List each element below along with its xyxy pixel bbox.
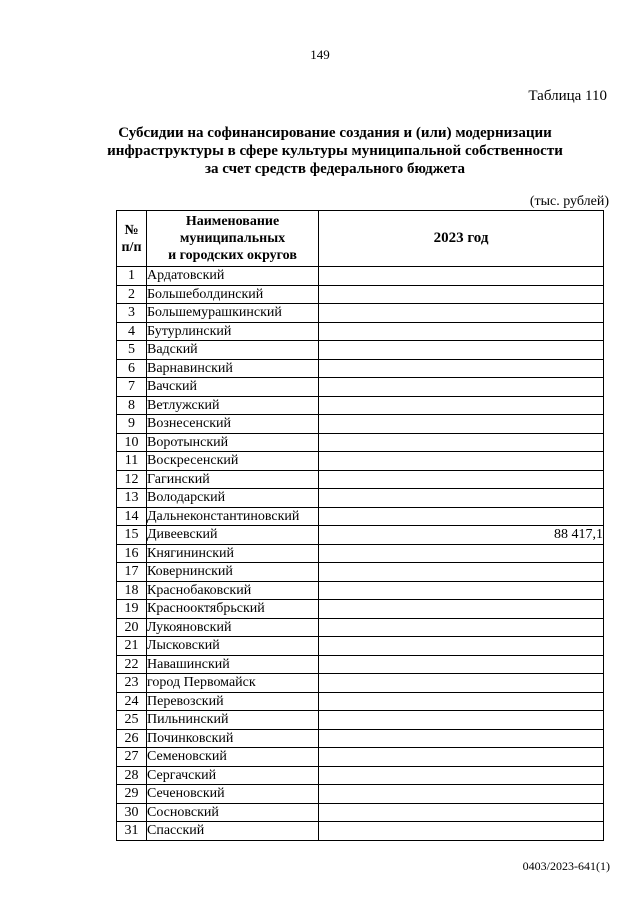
row-district-name: Варнавинский [147, 359, 319, 378]
row-district-name: Большемурашкинский [147, 304, 319, 323]
row-number: 28 [117, 766, 147, 785]
table-row [117, 692, 604, 711]
row-value: 88 417,1 [319, 526, 604, 545]
row-value [319, 803, 604, 822]
row-value [319, 544, 604, 563]
table-row [117, 600, 604, 619]
row-number: 22 [117, 655, 147, 674]
row-number: 25 [117, 711, 147, 730]
table-row [117, 711, 604, 730]
table-row [117, 674, 604, 693]
table-row [117, 285, 604, 304]
table-row [117, 822, 604, 841]
row-district-name: Княгининский [147, 544, 319, 563]
row-district-name: Сергачский [147, 766, 319, 785]
table-row [117, 655, 604, 674]
row-district-name: Починковский [147, 729, 319, 748]
row-number: 11 [117, 452, 147, 471]
row-value [319, 618, 604, 637]
row-value [319, 470, 604, 489]
row-value [319, 692, 604, 711]
table-label: Таблица 110 [528, 88, 607, 104]
row-value [319, 637, 604, 656]
row-number: 9 [117, 415, 147, 434]
row-value [319, 729, 604, 748]
row-number: 12 [117, 470, 147, 489]
table-row [117, 637, 604, 656]
row-number: 6 [117, 359, 147, 378]
row-number: 4 [117, 322, 147, 341]
row-district-name: Семеновский [147, 748, 319, 767]
table-row [117, 748, 604, 767]
row-district-name: Лукояновский [147, 618, 319, 637]
row-number: 23 [117, 674, 147, 693]
table-row [117, 544, 604, 563]
table-row [117, 396, 604, 415]
table-row [117, 526, 604, 545]
row-district-name: город Первомайск [147, 674, 319, 693]
table-row [117, 304, 604, 323]
row-district-name: Большеболдинский [147, 285, 319, 304]
row-value [319, 600, 604, 619]
row-number: 24 [117, 692, 147, 711]
row-number: 15 [117, 526, 147, 545]
units-note: (тыс. рублей) [529, 194, 609, 209]
row-value [319, 396, 604, 415]
row-value [319, 785, 604, 804]
row-number: 14 [117, 507, 147, 526]
header-number-line2: п/п [121, 239, 142, 255]
header-name [147, 211, 319, 267]
header-name-line2: муниципальных [179, 231, 286, 246]
header-name-line1: Наименование [185, 214, 280, 229]
table-row [117, 618, 604, 637]
row-district-name: Гагинский [147, 470, 319, 489]
row-value [319, 285, 604, 304]
row-number: 17 [117, 563, 147, 582]
table-header-row [117, 211, 604, 267]
row-value [319, 581, 604, 600]
row-value [319, 766, 604, 785]
table-row [117, 470, 604, 489]
table-row [117, 785, 604, 804]
row-district-name: Пильнинский [147, 711, 319, 730]
row-value [319, 322, 604, 341]
row-district-name: Спасский [147, 822, 319, 841]
row-number: 16 [117, 544, 147, 563]
table-row [117, 563, 604, 582]
table-row [117, 507, 604, 526]
row-value [319, 341, 604, 360]
table-row [117, 341, 604, 360]
row-number: 20 [117, 618, 147, 637]
row-number: 1 [117, 267, 147, 286]
row-value [319, 711, 604, 730]
row-number: 10 [117, 433, 147, 452]
row-district-name: Перевозский [147, 692, 319, 711]
row-number: 27 [117, 748, 147, 767]
row-district-name: Сеченовский [147, 785, 319, 804]
row-value [319, 655, 604, 674]
page-number: 149 [310, 47, 330, 62]
table-row [117, 322, 604, 341]
footer-code: 0403/2023-641(1) [522, 859, 610, 873]
row-number: 18 [117, 581, 147, 600]
header-number-line1: № [124, 222, 139, 238]
table-row [117, 581, 604, 600]
row-district-name: Дивеевский [147, 526, 319, 545]
row-value [319, 433, 604, 452]
row-value [319, 267, 604, 286]
row-district-name: Навашинский [147, 655, 319, 674]
subsidies-table [116, 210, 604, 841]
header-name-line3: и городских округов [168, 248, 297, 263]
row-district-name: Вачский [147, 378, 319, 397]
table-row [117, 766, 604, 785]
row-district-name: Лысковский [147, 637, 319, 656]
row-value [319, 563, 604, 582]
row-value [319, 674, 604, 693]
row-number: 2 [117, 285, 147, 304]
row-district-name: Бутурлинский [147, 322, 319, 341]
row-number: 3 [117, 304, 147, 323]
row-district-name: Вознесенский [147, 415, 319, 434]
table-row [117, 267, 604, 286]
header-year: 2023 год [319, 211, 604, 267]
row-number: 13 [117, 489, 147, 508]
row-district-name: Ковернинский [147, 563, 319, 582]
row-number: 21 [117, 637, 147, 656]
row-district-name: Воротынский [147, 433, 319, 452]
row-value [319, 415, 604, 434]
row-district-name: Сосновский [147, 803, 319, 822]
row-district-name: Краснооктябрьский [147, 600, 319, 619]
table-row [117, 433, 604, 452]
row-district-name: Краснобаковский [147, 581, 319, 600]
row-number: 26 [117, 729, 147, 748]
row-number: 31 [117, 822, 147, 841]
table-row [117, 803, 604, 822]
row-number: 30 [117, 803, 147, 822]
row-value [319, 359, 604, 378]
document-title: Субсидии на софинансирование создания и (или) модернизации инфраструктуры в сфере культуры муниципальной собственности за счет средств федерального бюджета [107, 125, 563, 177]
table-row [117, 378, 604, 397]
table-row [117, 729, 604, 748]
row-number: 29 [117, 785, 147, 804]
row-number: 5 [117, 341, 147, 360]
row-value [319, 489, 604, 508]
header-number [117, 211, 147, 267]
row-value [319, 304, 604, 323]
row-district-name: Ветлужский [147, 396, 319, 415]
row-number: 7 [117, 378, 147, 397]
row-value [319, 452, 604, 471]
row-district-name: Воскресенский [147, 452, 319, 471]
row-value [319, 378, 604, 397]
row-number: 19 [117, 600, 147, 619]
row-district-name: Вадский [147, 341, 319, 360]
row-value [319, 507, 604, 526]
table-row [117, 415, 604, 434]
row-value [319, 748, 604, 767]
row-district-name: Ардатовский [147, 267, 319, 286]
table-row [117, 359, 604, 378]
row-value [319, 822, 604, 841]
table-row [117, 452, 604, 471]
row-number: 8 [117, 396, 147, 415]
row-district-name: Дальнеконстантиновский [147, 507, 319, 526]
table-row [117, 489, 604, 508]
row-district-name: Володарский [147, 489, 319, 508]
